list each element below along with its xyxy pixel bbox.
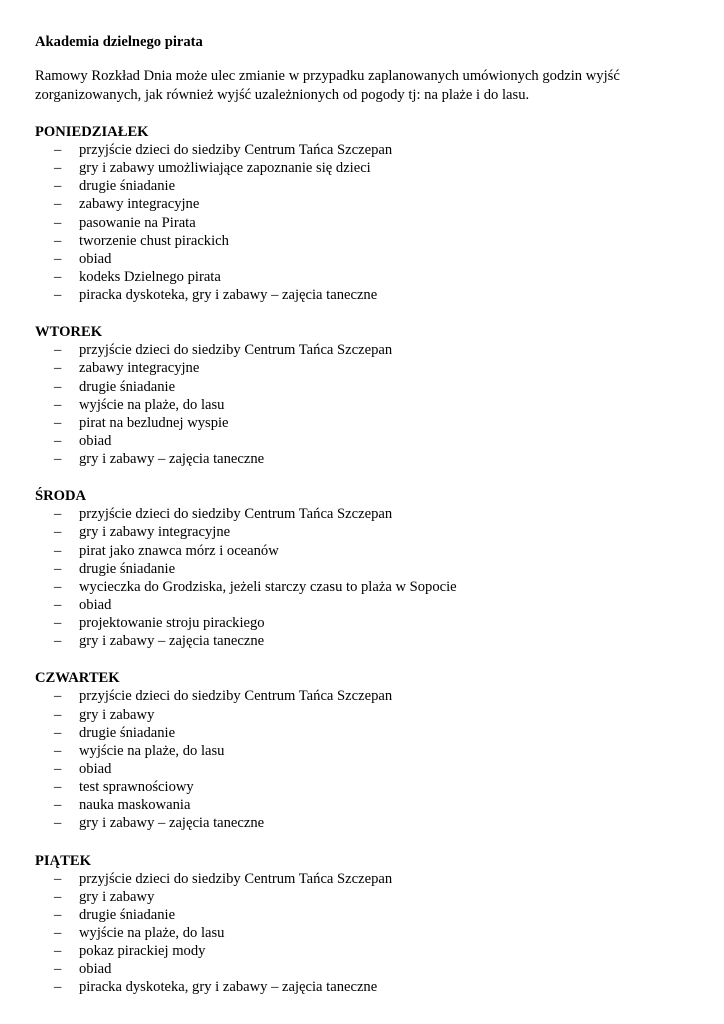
- list-item: [35, 870, 685, 888]
- dash-bullet: –: [54, 706, 62, 723]
- dash-bullet: –: [54, 596, 62, 613]
- list-item-text: tworzenie chust pirackich: [79, 232, 229, 249]
- list-item: [35, 742, 685, 760]
- list-item: [35, 814, 685, 832]
- list-item-text: piracka dyskoteka, gry i zabawy – zajęcia taneczne: [79, 287, 378, 304]
- activity-list: [35, 141, 685, 304]
- list-item-text: zabawy integracyjne: [79, 196, 200, 213]
- dash-bullet: –: [54, 760, 62, 777]
- list-item-text: pirat jako znawca mórz i oceanów: [79, 542, 279, 559]
- list-item-text: przyjście dzieci do siedziby Centrum Tańca Szczepan: [79, 142, 393, 158]
- list-item: [35, 760, 685, 778]
- dash-bullet: –: [54, 196, 62, 213]
- list-item-text: gry i zabawy integracyjne: [79, 524, 231, 541]
- dash-bullet: –: [54, 815, 62, 832]
- list-item-text: test sprawnościowy: [79, 779, 194, 796]
- list-item-text: gry i zabawy: [79, 706, 155, 723]
- list-item-text: obiad: [79, 760, 112, 777]
- list-item: [35, 542, 685, 560]
- day-section: [35, 123, 685, 304]
- day-section: [35, 487, 685, 650]
- dash-bullet: –: [54, 688, 62, 705]
- list-item-text: przyjście dzieci do siedziby Centrum Tańca Szczepan: [79, 342, 393, 359]
- list-item-text: pasowanie na Pirata: [79, 214, 196, 231]
- list-item: [35, 232, 685, 250]
- day-section: [35, 323, 685, 468]
- list-item: [35, 159, 685, 177]
- list-item: [35, 960, 685, 978]
- dash-bullet: –: [54, 396, 62, 413]
- list-item: [35, 450, 685, 468]
- day-heading: ŚRODA: [35, 488, 87, 505]
- list-item: [35, 888, 685, 906]
- list-item-text: przyjście dzieci do siedziby Centrum Tańca Szczepan: [79, 870, 393, 887]
- dash-bullet: –: [54, 542, 62, 559]
- day-heading: PONIEDZIAŁEK: [35, 124, 149, 140]
- dash-bullet: –: [54, 214, 62, 231]
- list-item-text: gry i zabawy – zajęcia taneczne: [79, 633, 265, 650]
- activity-list: [35, 687, 685, 832]
- list-item-text: gry i zabawy umożliwiające zapoznanie się dzieci: [79, 160, 371, 177]
- list-item-text: drugie śniadanie: [79, 560, 176, 577]
- list-item-text: wyjście na plaże, do lasu: [79, 924, 225, 941]
- list-item: [35, 214, 685, 232]
- dash-bullet: –: [54, 178, 62, 195]
- list-item: [35, 687, 685, 705]
- dash-bullet: –: [54, 414, 62, 431]
- day-heading: PIĄTEK: [35, 852, 91, 869]
- dash-bullet: –: [54, 906, 62, 923]
- list-item-text: zabawy integracyjne: [79, 360, 200, 377]
- list-item: [35, 141, 685, 159]
- list-item-text: wycieczka do Grodziska, jeżeli starczy czasu to plaża w Sopocie: [79, 578, 457, 595]
- dash-bullet: –: [54, 888, 62, 905]
- dash-bullet: –: [54, 979, 62, 996]
- list-item: [35, 942, 685, 960]
- dash-bullet: –: [54, 961, 62, 978]
- dash-bullet: –: [54, 232, 62, 249]
- dash-bullet: –: [54, 797, 62, 814]
- dash-bullet: –: [54, 160, 62, 177]
- list-item: [35, 614, 685, 632]
- list-item: [35, 924, 685, 942]
- day-section: [35, 669, 685, 832]
- dash-bullet: –: [54, 615, 62, 632]
- list-item: [35, 578, 685, 596]
- dash-bullet: –: [54, 268, 62, 285]
- list-item: [35, 906, 685, 924]
- dash-bullet: –: [54, 432, 62, 449]
- list-item-text: pokaz pirackiej mody: [79, 943, 206, 960]
- list-item-text: drugie śniadanie: [79, 378, 176, 395]
- dash-bullet: –: [54, 342, 62, 359]
- list-item-text: kodeks Dzielnego pirata: [79, 268, 221, 285]
- list-item: [35, 286, 685, 304]
- document-title: Akademia dzielnego pirata: [35, 34, 203, 50]
- day-heading: WTOREK: [35, 324, 103, 341]
- list-item-text: gry i zabawy – zajęcia taneczne: [79, 815, 265, 832]
- list-item-text: obiad: [79, 961, 112, 978]
- list-item-text: drugie śniadanie: [79, 178, 176, 195]
- dash-bullet: –: [54, 524, 62, 541]
- dash-bullet: –: [54, 287, 62, 304]
- dash-bullet: –: [54, 360, 62, 377]
- list-item: [35, 560, 685, 578]
- schedule: [35, 123, 685, 996]
- dash-bullet: –: [54, 943, 62, 960]
- list-item-text: pirat na bezludnej wyspie: [79, 414, 229, 431]
- list-item: [35, 523, 685, 541]
- list-item-text: projektowanie stroju pirackiego: [79, 615, 265, 632]
- dash-bullet: –: [54, 779, 62, 796]
- list-item-text: obiad: [79, 432, 112, 449]
- dash-bullet: –: [54, 870, 62, 887]
- dash-bullet: –: [54, 924, 62, 941]
- list-item-text: obiad: [79, 250, 112, 267]
- list-item-text: obiad: [79, 596, 112, 613]
- list-item: [35, 978, 685, 996]
- list-item: [35, 432, 685, 450]
- dash-bullet: –: [54, 250, 62, 267]
- dash-bullet: –: [54, 378, 62, 395]
- intro-paragraph: Ramowy Rozkład Dnia może ulec zmianie w przypadku zaplanowanych umówionych godzin wyjść zorganizowanych, jak również wyjść uzależnionych od pogody tj: na plaże i do lasu.: [35, 68, 620, 103]
- list-item: [35, 414, 685, 432]
- dash-bullet: –: [54, 560, 62, 577]
- dash-bullet: –: [54, 506, 62, 523]
- list-item-text: piracka dyskoteka, gry i zabawy – zajęcia taneczne: [79, 979, 378, 996]
- list-item: [35, 505, 685, 523]
- list-item-text: wyjście na plaże, do lasu: [79, 396, 225, 413]
- day-heading: CZWARTEK: [35, 670, 120, 687]
- dash-bullet: –: [54, 578, 62, 595]
- list-item-text: drugie śniadanie: [79, 906, 176, 923]
- list-item: [35, 396, 685, 414]
- list-item-text: wyjście na plaże, do lasu: [79, 742, 225, 759]
- activity-list: [35, 505, 685, 650]
- list-item-text: przyjście dzieci do siedziby Centrum Tańca Szczepan: [79, 506, 393, 523]
- dash-bullet: –: [54, 451, 62, 468]
- list-item: [35, 359, 685, 377]
- document-page: [35, 33, 685, 996]
- dash-bullet: –: [54, 633, 62, 650]
- list-item-text: przyjście dzieci do siedziby Centrum Tańca Szczepan: [79, 688, 393, 705]
- list-item: [35, 250, 685, 268]
- dash-bullet: –: [54, 142, 62, 158]
- dash-bullet: –: [54, 724, 62, 741]
- list-item-text: gry i zabawy – zajęcia taneczne: [79, 451, 265, 468]
- list-item: [35, 596, 685, 614]
- day-section: [35, 852, 685, 997]
- list-item-text: gry i zabawy: [79, 888, 155, 905]
- list-item: [35, 706, 685, 724]
- list-item: [35, 632, 685, 650]
- list-item: [35, 195, 685, 213]
- list-item: [35, 268, 685, 286]
- list-item: [35, 724, 685, 742]
- activity-list: [35, 870, 685, 997]
- activity-list: [35, 341, 685, 468]
- list-item: [35, 378, 685, 396]
- list-item: [35, 341, 685, 359]
- list-item-text: drugie śniadanie: [79, 724, 176, 741]
- list-item: [35, 778, 685, 796]
- list-item-text: nauka maskowania: [79, 797, 191, 814]
- list-item: [35, 796, 685, 814]
- dash-bullet: –: [54, 742, 62, 759]
- list-item: [35, 177, 685, 195]
